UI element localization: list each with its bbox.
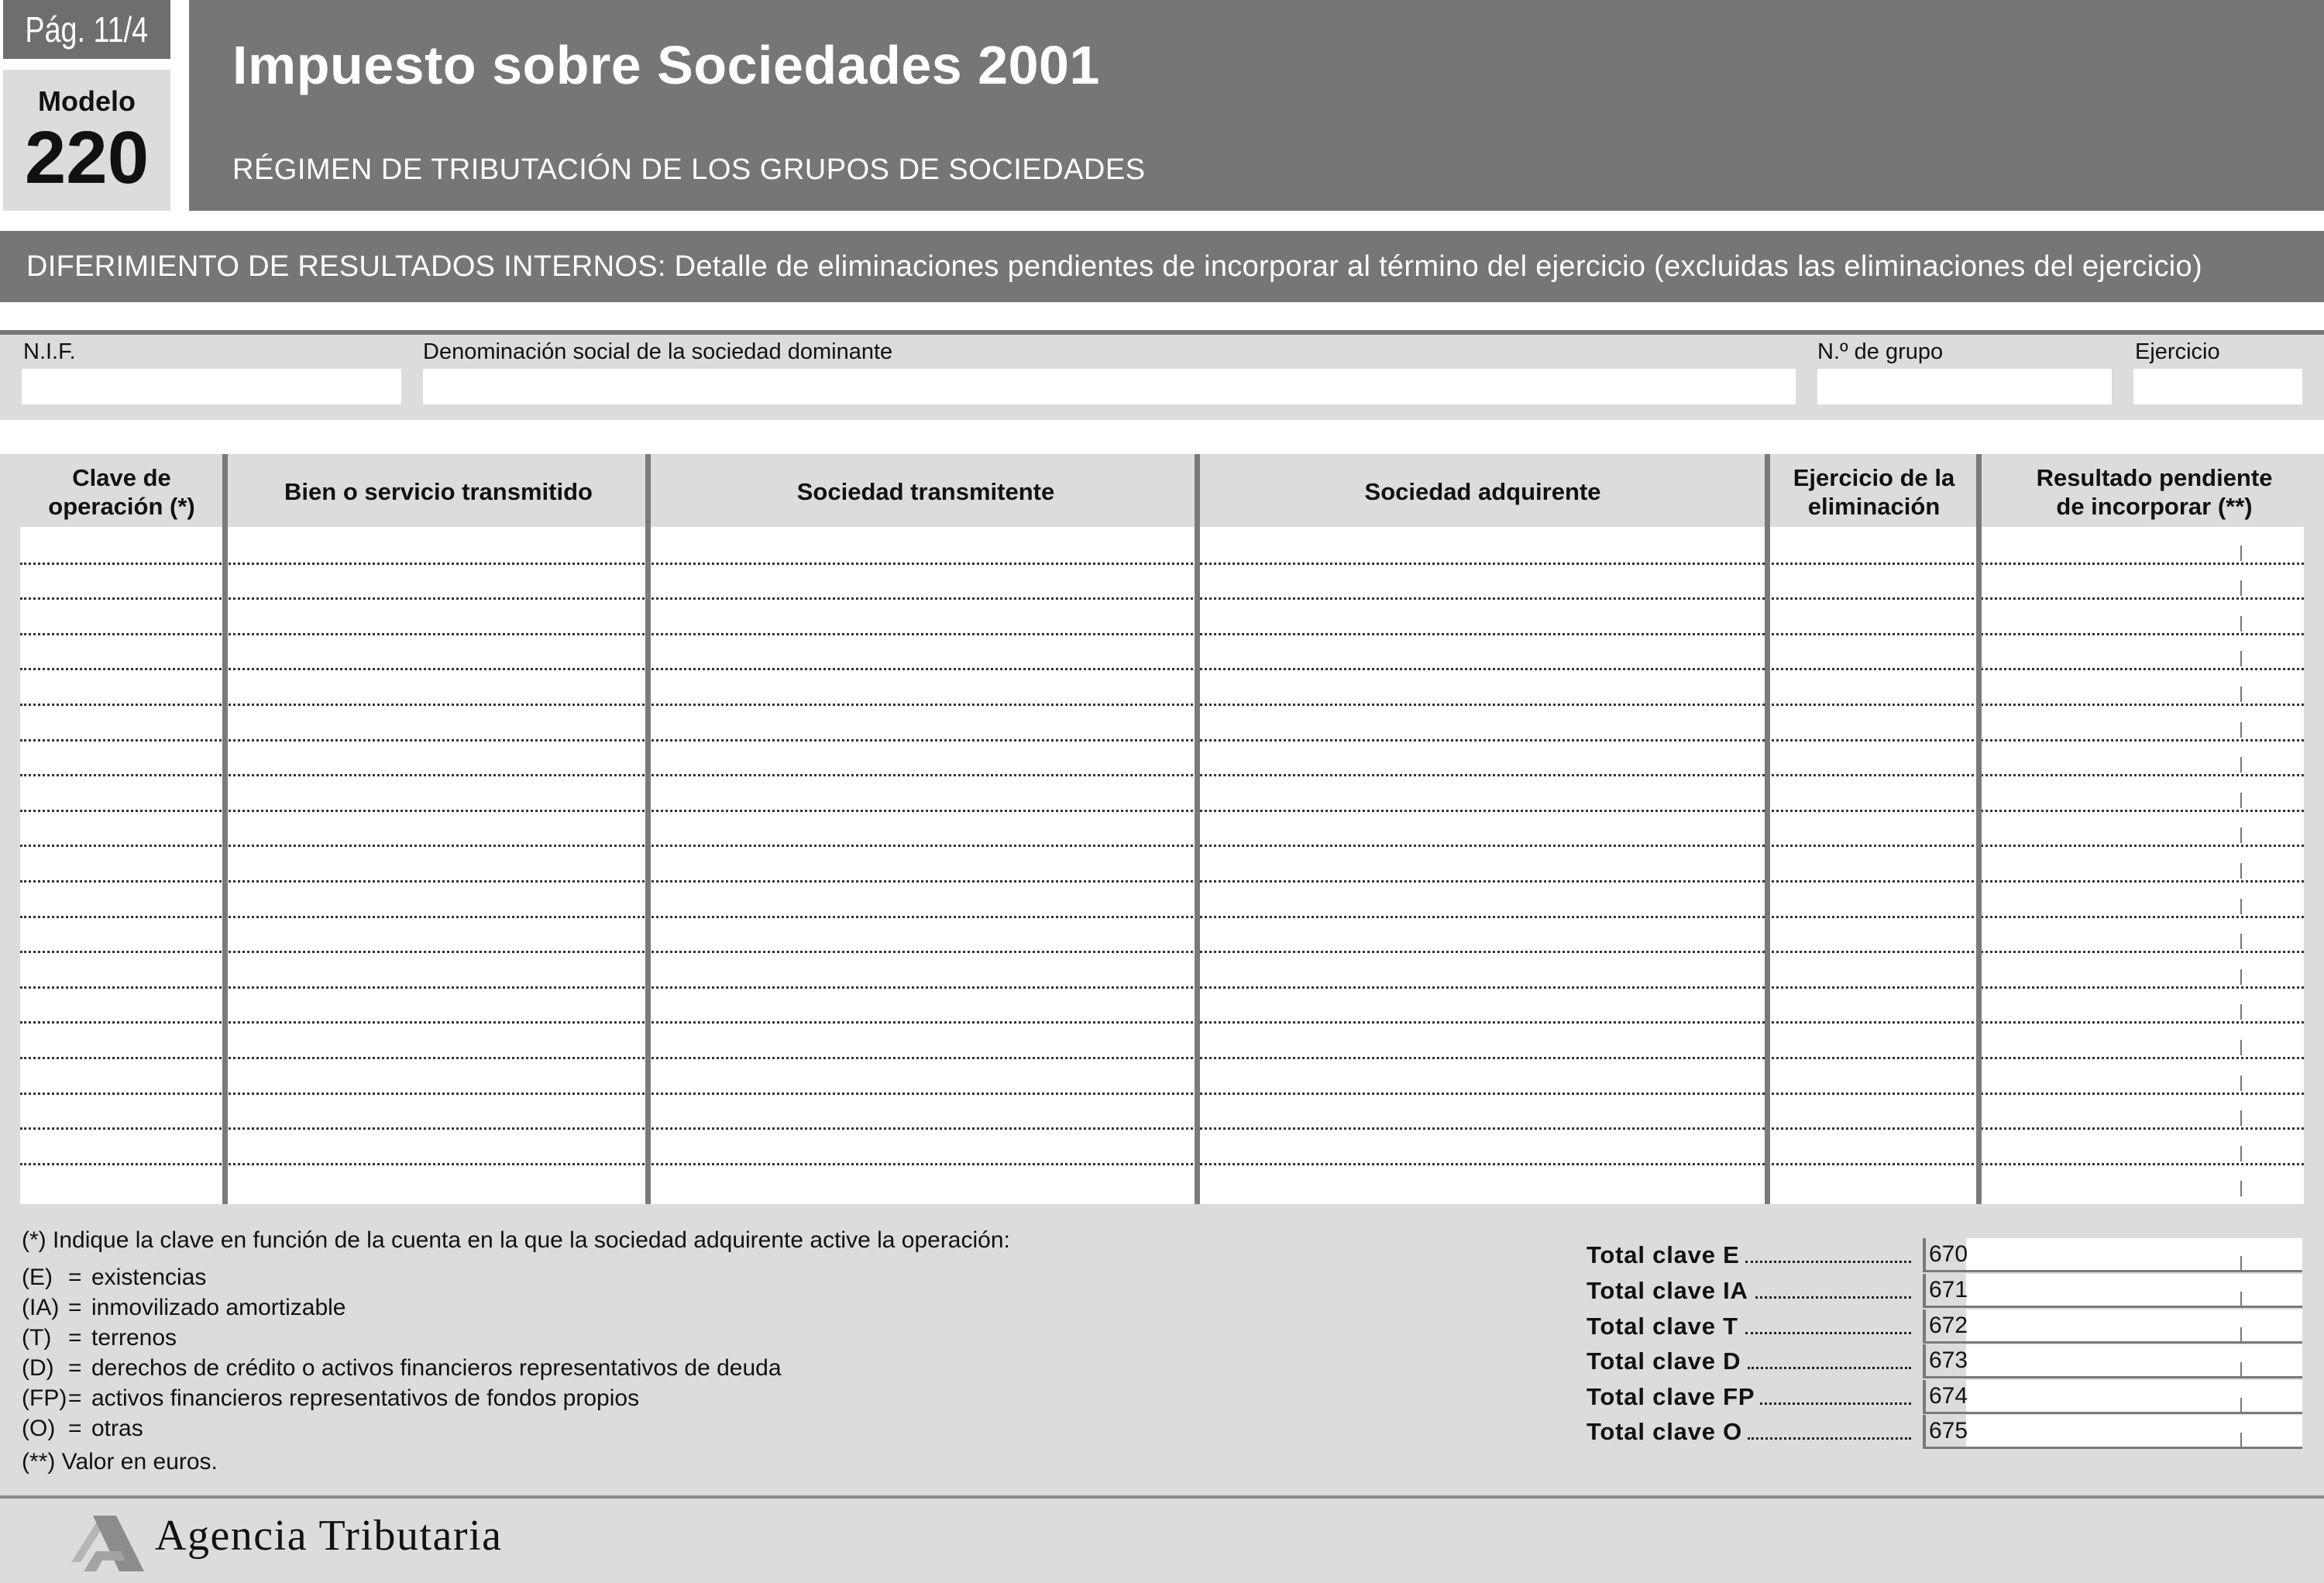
key-equals: = (68, 1355, 82, 1381)
key-code: (O) (22, 1416, 56, 1441)
decimal-tick (2240, 863, 2242, 879)
total-code: 672 (1926, 1309, 1966, 1341)
decimal-tick (2240, 1398, 2242, 1412)
column-header-adquirente: Sociedad adquirente (1364, 478, 1601, 506)
decimal-tick (2240, 616, 2242, 631)
table-row[interactable] (20, 1021, 2304, 1024)
decimal-tick (2240, 1004, 2242, 1020)
total-leader-dots (1748, 1367, 1911, 1369)
total-code: 674 (1926, 1380, 1966, 1412)
key-description: inmovilizado amortizable (91, 1295, 346, 1320)
key-equals: = (68, 1295, 82, 1320)
column-separator (1976, 454, 1982, 1204)
total-leader-dots (1755, 1296, 1911, 1299)
ejercicio-field[interactable] (2133, 369, 2302, 404)
decimal-tick (2240, 1110, 2242, 1126)
total-label: Total clave T (1587, 1313, 1738, 1340)
total-field[interactable] (1923, 1344, 2302, 1378)
ejercicio-label: Ejercicio (2135, 339, 2220, 364)
key-description: otras (91, 1416, 143, 1441)
column-header-bien: Bien o servicio transmitido (284, 478, 593, 506)
total-label: Total clave O (1587, 1418, 1743, 1445)
decimal-tick (2240, 651, 2242, 666)
table-row[interactable] (20, 1127, 2304, 1130)
form-title: Impuesto sobre Sociedades 2001 (232, 35, 1100, 95)
total-field[interactable] (1923, 1274, 2302, 1308)
key-item (22, 1325, 177, 1351)
table-row[interactable] (20, 810, 2304, 812)
key-item (22, 1295, 346, 1321)
modelo-label: Modelo (38, 85, 136, 117)
decimal-tick (2240, 722, 2242, 738)
decimal-tick (2240, 793, 2242, 808)
key-item (22, 1355, 782, 1382)
decimal-tick (2240, 1040, 2242, 1055)
table-row[interactable] (20, 597, 2304, 600)
column-header-transmitente: Sociedad transmitente (796, 478, 1055, 506)
table-row[interactable] (20, 951, 2304, 953)
table-row[interactable] (20, 704, 2304, 706)
total-leader-dots (1760, 1402, 1911, 1405)
decimal-tick (2240, 1181, 2242, 1196)
table-row[interactable] (20, 986, 2304, 989)
total-field[interactable] (1923, 1415, 2302, 1449)
key-code: (FP) (22, 1385, 67, 1411)
decimal-tick (2240, 899, 2242, 914)
nif-field[interactable] (22, 369, 401, 404)
decimal-tick (2240, 1075, 2242, 1091)
table-row[interactable] (20, 633, 2304, 635)
decimal-tick (2240, 1327, 2242, 1341)
column-separator (1195, 454, 1200, 1204)
section-title-band (0, 231, 2324, 302)
key-item (22, 1385, 639, 1412)
total-label: Total clave IA (1587, 1277, 1748, 1304)
total-label: Total clave FP (1587, 1383, 1755, 1410)
decimal-tick (2240, 687, 2242, 702)
total-code: 673 (1926, 1344, 1966, 1376)
key-description: activos financieros representativos de fondos propios (91, 1385, 640, 1411)
key-equals: = (68, 1416, 82, 1441)
key-item (22, 1416, 143, 1442)
table-row[interactable] (20, 1057, 2304, 1059)
key-description: derechos de crédito o activos financieros representativos de deuda (91, 1355, 782, 1381)
total-code: 670 (1926, 1238, 1966, 1270)
total-leader-dots (1748, 1437, 1911, 1440)
decimal-tick (2240, 1292, 2242, 1306)
grupo-label: N.º de grupo (1817, 339, 1944, 364)
table-row[interactable] (20, 668, 2304, 670)
form-subtitle: RÉGIMEN DE TRIBUTACIÓN DE LOS GRUPOS DE SOCIEDADES (232, 153, 1146, 186)
notes-intro: (*) Indique la clave en función de la cuenta en la que la sociedad adquirente active la operación: (22, 1227, 1010, 1253)
key-equals: = (68, 1385, 82, 1411)
table-row[interactable] (20, 739, 2304, 742)
detail-table-body[interactable] (20, 527, 2304, 1204)
page-number-badge (3, 0, 170, 59)
decimal-tick (2240, 757, 2242, 773)
modelo-number: 220 (24, 116, 150, 199)
decimal-tick (2240, 969, 2242, 985)
valor-note: (**) Valor en euros. (22, 1449, 218, 1475)
table-row[interactable] (20, 916, 2304, 918)
key-code: (T) (22, 1325, 52, 1351)
total-code: 671 (1926, 1274, 1966, 1306)
key-code: (D) (22, 1355, 54, 1381)
column-header-resultado: Resultado pendiente de incorporar (**) (2036, 463, 2273, 520)
total-field[interactable] (1923, 1380, 2302, 1414)
key-equals: = (68, 1265, 82, 1290)
modelo-badge (3, 70, 170, 211)
total-label: Total clave D (1587, 1347, 1741, 1375)
section-title: DIFERIMIENTO DE RESULTADOS INTERNOS: Detalle de eliminaciones pendientes de incorporar al término del ejercicio (excluidas las eliminaciones del ejercicio) (26, 249, 2202, 283)
column-separator (1765, 454, 1770, 1204)
nif-label: N.I.F. (23, 339, 76, 364)
key-item (22, 1265, 206, 1291)
denominacion-field[interactable] (423, 369, 1796, 404)
key-equals: = (68, 1325, 82, 1351)
table-row[interactable] (20, 880, 2304, 883)
column-header-ejercicio-eliminacion: Ejercicio de la eliminación (1793, 463, 1955, 520)
key-code: (E) (22, 1265, 53, 1290)
key-description: existencias (91, 1265, 207, 1290)
table-row[interactable] (20, 774, 2304, 776)
decimal-tick (2240, 1433, 2242, 1447)
total-field[interactable] (1923, 1309, 2302, 1344)
agency-name: Agencia Tributaria (155, 1512, 503, 1560)
decimal-tick (2240, 934, 2242, 949)
decimal-tick (2240, 1362, 2242, 1376)
title-band (189, 0, 2324, 211)
total-leader-dots (1745, 1332, 1911, 1334)
table-row[interactable] (20, 563, 2304, 565)
total-label: Total clave E (1587, 1241, 1740, 1268)
decimal-tick (2240, 545, 2242, 561)
table-row[interactable] (20, 1163, 2304, 1165)
total-leader-dots (1745, 1261, 1911, 1263)
page-number-label: Pág. 11/4 (25, 9, 149, 50)
decimal-tick (2240, 580, 2242, 596)
total-field[interactable] (1923, 1238, 2302, 1272)
denominacion-label: Denominación social de la sociedad dominante (423, 339, 893, 364)
column-header-clave: Clave de operación (*) (48, 463, 195, 520)
decimal-tick (2240, 1256, 2242, 1270)
key-code: (IA) (22, 1295, 60, 1320)
column-separator (645, 454, 651, 1204)
decimal-tick (2240, 828, 2242, 843)
table-row[interactable] (20, 1093, 2304, 1095)
column-separator (222, 454, 228, 1204)
key-description: terrenos (91, 1325, 177, 1351)
table-row[interactable] (20, 845, 2304, 847)
total-code: 675 (1926, 1415, 1966, 1447)
decimal-tick (2240, 1146, 2242, 1161)
grupo-field[interactable] (1817, 369, 2112, 404)
agencia-tributaria-logo-icon (70, 1506, 147, 1573)
